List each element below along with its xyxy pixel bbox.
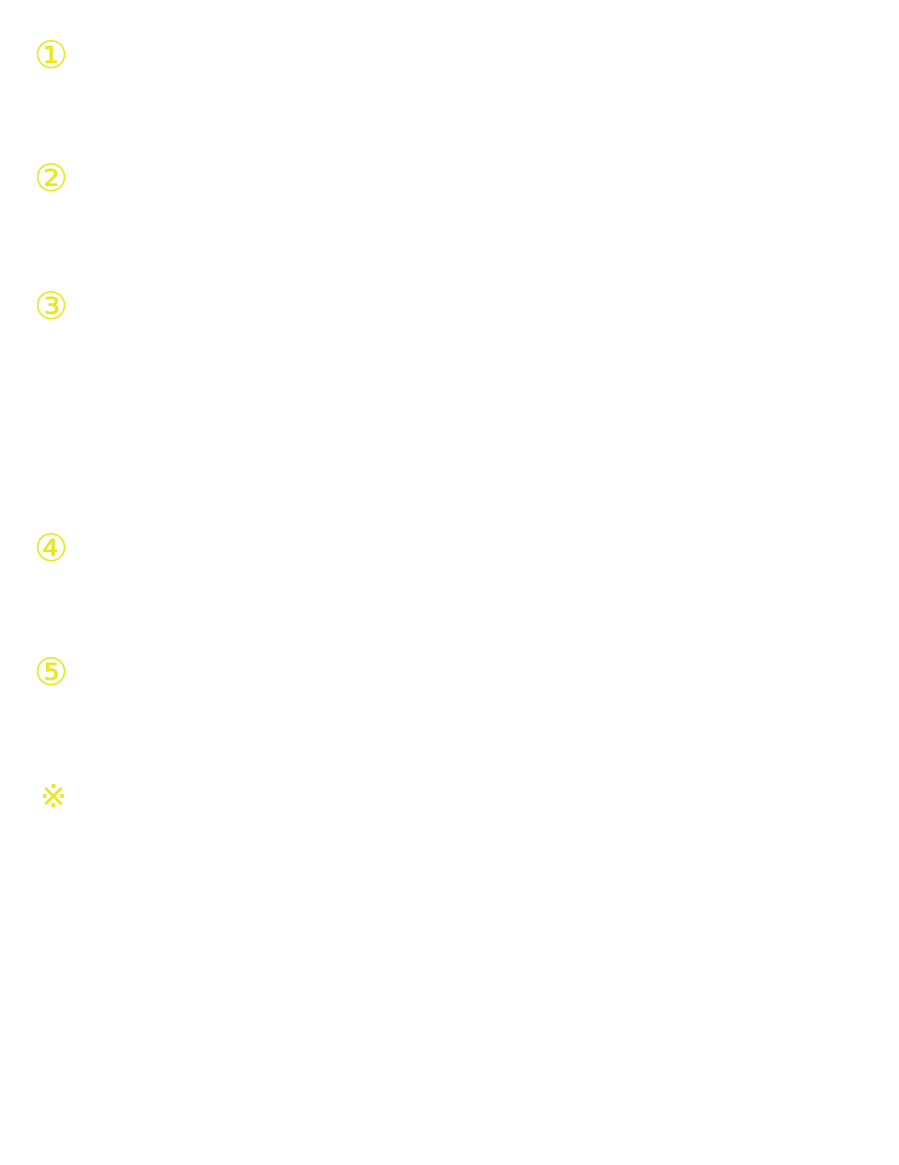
list-marker-3: ③: [34, 284, 69, 328]
list-marker-2: ②: [34, 156, 69, 200]
list-marker-4: ④: [34, 526, 69, 570]
note-marker: ※: [40, 777, 67, 815]
list-marker-5: ⑤: [34, 650, 69, 694]
list-marker-1: ①: [34, 33, 69, 77]
